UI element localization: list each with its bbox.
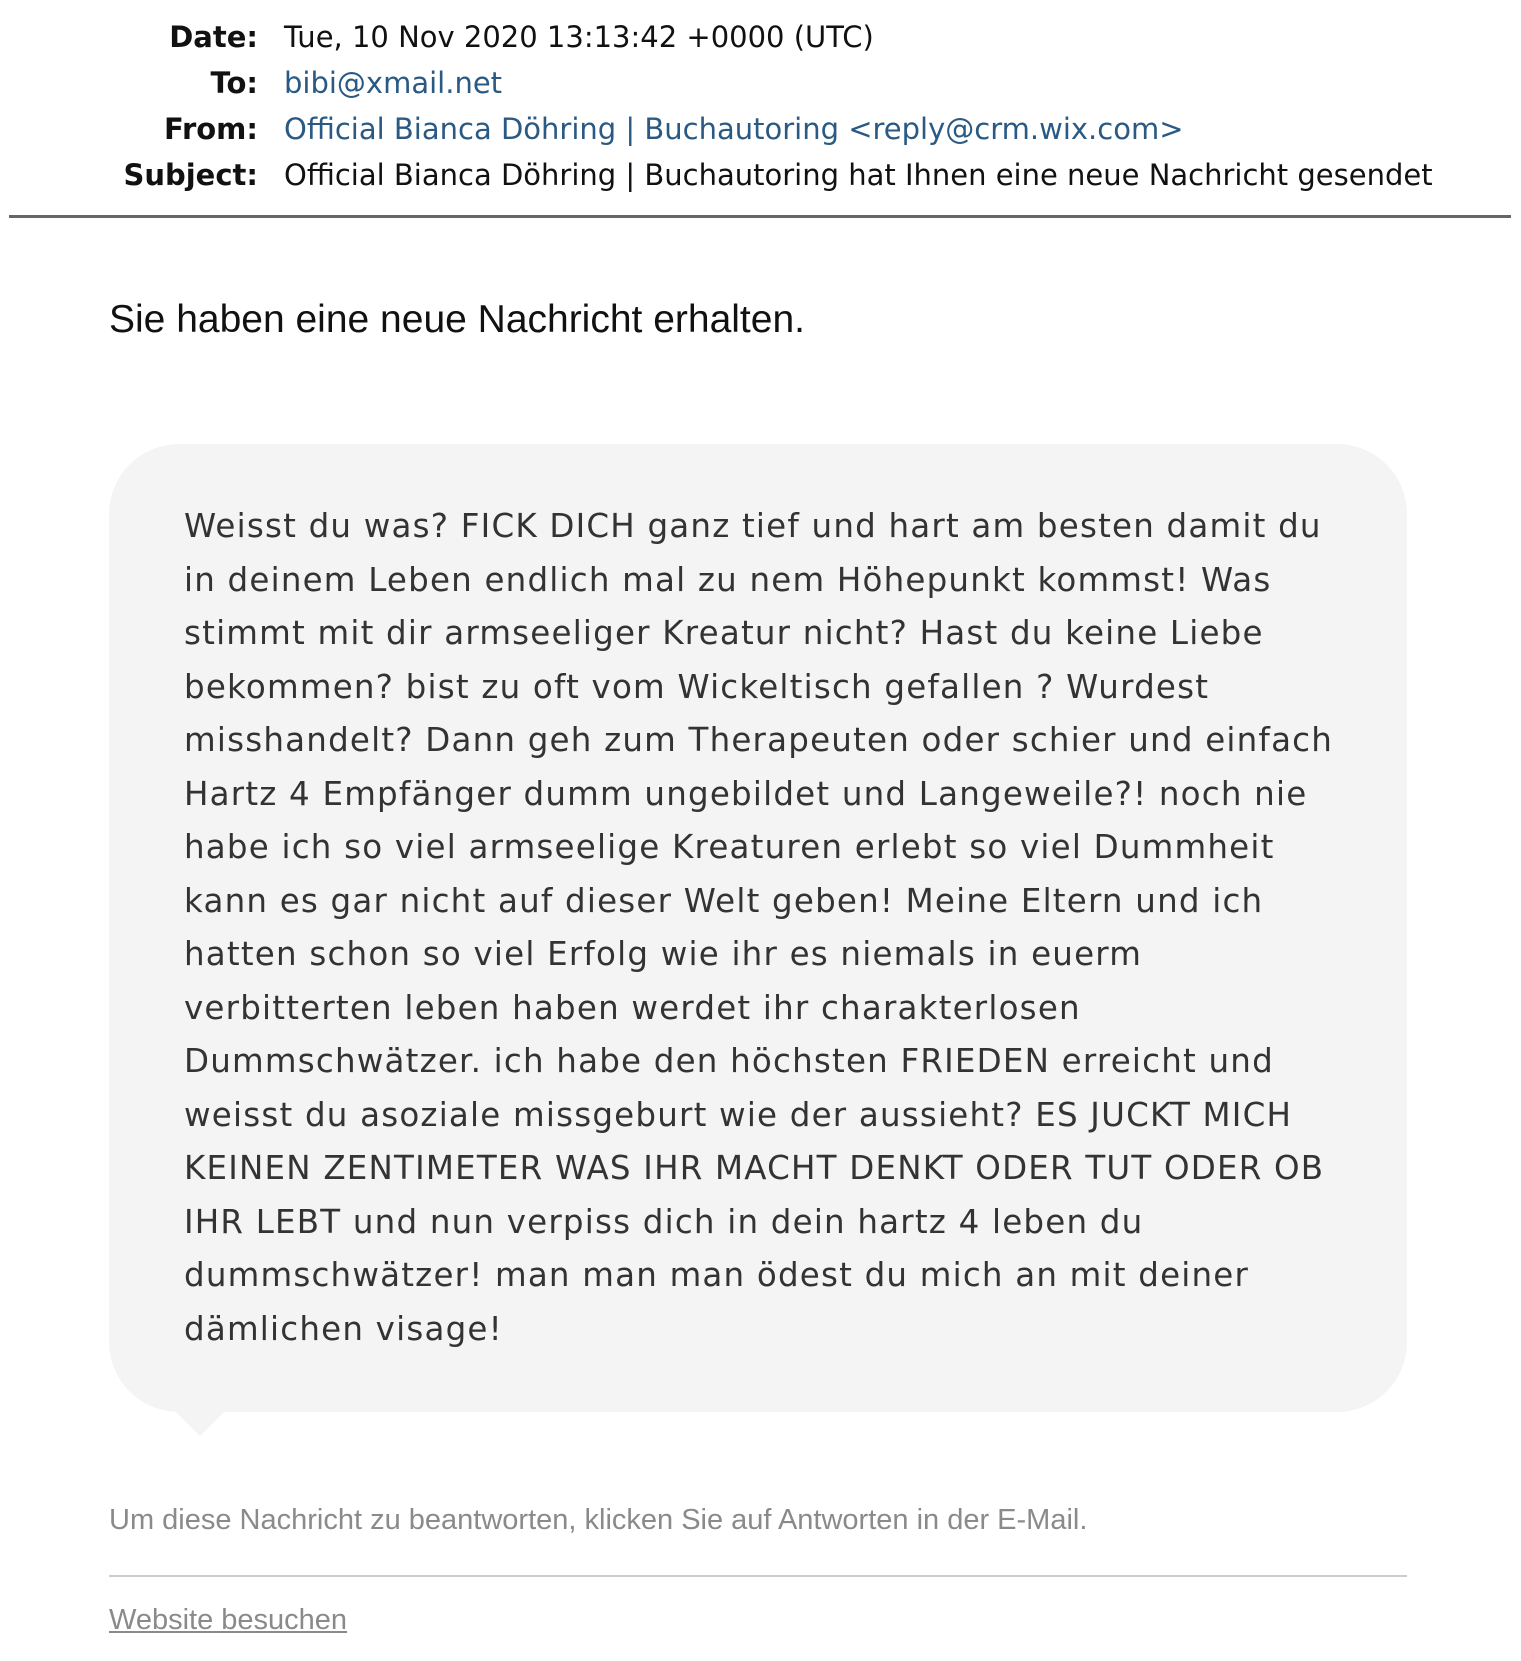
date-value: Tue, 10 Nov 2020 13:13:42 +0000 (UTC)	[284, 20, 874, 54]
header-row-date	[0, 14, 1521, 60]
message-bubble-tail	[174, 1410, 226, 1436]
header-row-subject	[0, 152, 1521, 198]
from-address-link[interactable]: Official Bianca Döhring | Buchautoring <reply@crm.wix.com>	[284, 112, 1184, 146]
header-divider	[9, 215, 1511, 218]
visit-website-link[interactable]: Website besuchen	[109, 1604, 348, 1636]
subject-label: Subject:	[123, 158, 258, 192]
to-label: To:	[210, 66, 258, 100]
header-row-from	[0, 106, 1521, 152]
date-label: Date:	[169, 20, 258, 54]
message-text: Weisst du was? FICK DICH ganz tief und hart am besten damit du in deinem Leben endlich mal zu nem Höhepunkt kommst! Was stimmt mit dir armseeliger Kreatur nicht? Hast du keine Liebe bekommen? bist zu oft vom Wickeltisch gefallen ? Wurdest misshandelt? Dann geh zum Therapeuten oder schier und einfach Hartz 4 Empfänger dumm ungebildet und Langeweile?! noch nie habe ich so viel armseelige Kreaturen erlebt so viel Dummheit kann es gar nicht auf dieser Welt geben! Meine Eltern und ich hatten schon so viel Erfolg wie ihr es niemals in euerm verbitterten leben haben werdet ihr charakterlosen Dummschwätzer. ich habe den höchsten FRIEDEN erreicht und weisst du asoziale missgeburt wie der aussieht? ES JUCKT MICH KEINEN ZENTIMETER WAS IHR MACHT DENKT ODER TUT ODER OB IHR LEBT und nun verpiss dich in dein hartz 4 leben du dummschwätzer! man man man ödest du mich an mit deiner dämlichen visage!	[184, 507, 1334, 1348]
reply-instruction: Um diese Nachricht zu beantworten, klicken Sie auf Antworten in der E-Mail.	[109, 1504, 1088, 1536]
email-header	[0, 14, 1521, 198]
subject-value: Official Bianca Döhring | Buchautoring hat Ihnen eine neue Nachricht gesendet	[284, 158, 1433, 192]
footer-divider	[109, 1575, 1407, 1577]
to-address-link[interactable]: bibi@xmail.net	[284, 66, 503, 100]
intro-text: Sie haben eine neue Nachricht erhalten.	[109, 298, 805, 341]
from-label: From:	[164, 112, 258, 146]
header-row-to	[0, 60, 1521, 106]
message-bubble	[109, 444, 1407, 1412]
